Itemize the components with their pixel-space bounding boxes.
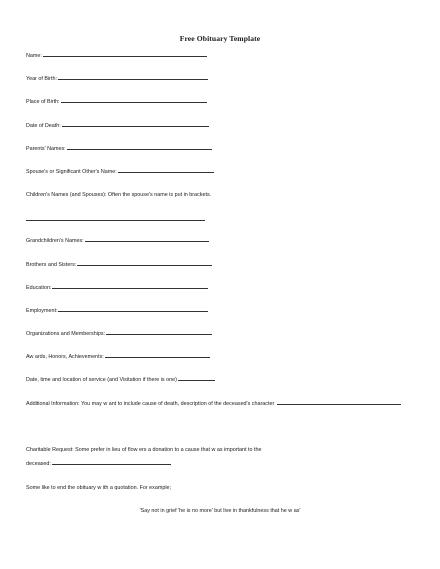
brothers-sisters-blank[interactable] — [77, 265, 212, 266]
date-of-death-blank[interactable] — [62, 126, 209, 127]
name-blank[interactable] — [43, 56, 207, 57]
organizations-field — [26, 332, 212, 337]
parents-names-field — [26, 147, 212, 152]
place-of-birth-field — [26, 100, 207, 105]
children-names-label: Children's Names (and Spouses): Often the spouse's name is put in brackets. — [26, 192, 212, 198]
parents-names-label: Parents' Names: — [26, 146, 66, 152]
employment-label: Employment: — [26, 308, 58, 314]
year-of-birth-label: Year of Birth: — [26, 76, 57, 82]
children-names-field — [26, 193, 211, 198]
education-field — [26, 286, 208, 291]
place-of-birth-blank[interactable] — [61, 102, 207, 103]
brothers-sisters-label: Brothers and Sisters: — [26, 262, 77, 268]
parents-names-blank[interactable] — [67, 149, 212, 150]
name-label: Name: — [26, 53, 42, 59]
organizations-blank[interactable] — [106, 334, 212, 335]
additional-info-blank[interactable] — [277, 404, 401, 405]
service-details-label: Date, time and location of service (and Visitation if there is one) — [26, 377, 177, 383]
employment-field — [26, 309, 208, 314]
additional-info-field — [26, 402, 401, 407]
education-blank[interactable] — [52, 288, 208, 289]
charitable-request-label: Charitable Request: Some prefer in lieu of flow ers a donation to a cause that w as important to the — [26, 447, 262, 453]
place-of-birth-label: Place of Birth: — [26, 99, 60, 105]
grandchildren-names-blank[interactable] — [85, 241, 209, 242]
grandchildren-names-field — [26, 239, 209, 244]
name-field — [26, 54, 207, 59]
organizations-label: Organizations and Memberships: — [26, 331, 106, 337]
deceased-label: deceased: — [26, 461, 51, 467]
education-label: Education: — [26, 285, 52, 291]
awards-label: Aw ards, Honors, Achievements: — [26, 354, 104, 360]
additional-info-label: Additional Information: You may w ant to include cause of death, description of the deceased's character — [26, 401, 275, 407]
year-of-birth-field — [26, 77, 208, 82]
children-names-blank[interactable] — [26, 220, 205, 221]
awards-blank[interactable] — [105, 357, 210, 358]
page-title: Free Obituary Template — [179, 34, 261, 43]
spouse-name-field — [26, 170, 214, 175]
closing-instruction: Some like to end the obituary w ith a quotation. For example; — [26, 485, 172, 491]
grandchildren-names-label: Grandchildren's Names: — [26, 238, 84, 244]
charitable-request-field — [26, 448, 262, 453]
year-of-birth-blank[interactable] — [58, 79, 208, 80]
date-of-death-label: Date of Death: — [26, 123, 61, 129]
deceased-blank[interactable] — [52, 464, 171, 465]
employment-blank[interactable] — [58, 311, 208, 312]
service-details-field — [26, 378, 215, 383]
date-of-death-field — [26, 124, 209, 129]
service-details-blank[interactable] — [178, 380, 215, 381]
deceased-field — [26, 462, 171, 467]
example-quote: 'Say not in grief 'he is no more' but live in thankfulness that he w as' — [139, 508, 301, 514]
brothers-sisters-field — [26, 263, 212, 268]
spouse-name-blank[interactable] — [118, 172, 214, 173]
spouse-name-label: Spouse's or Significant Other's Name: — [26, 169, 117, 175]
awards-field — [26, 355, 210, 360]
